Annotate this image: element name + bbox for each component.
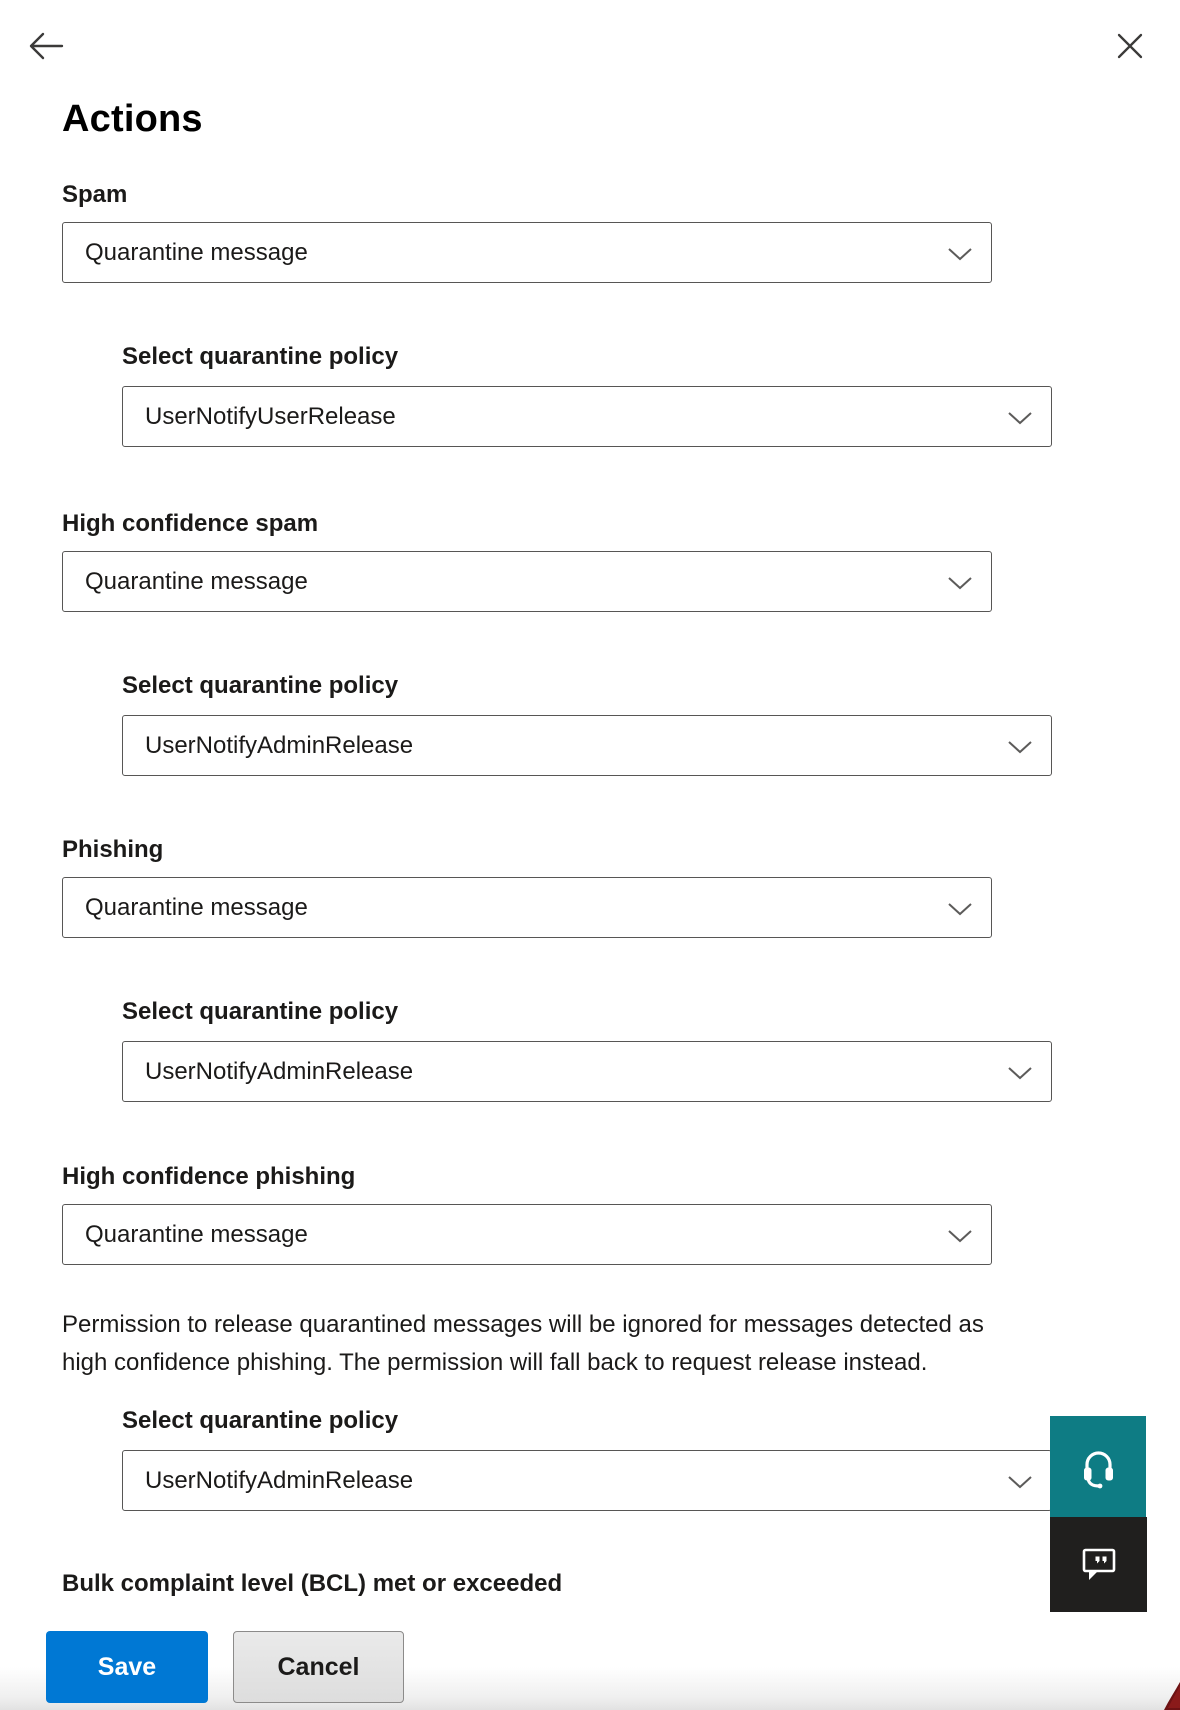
chevron-down-icon [1007,1475,1033,1490]
policy-label-phishing: Select quarantine policy [122,998,399,1025]
back-button[interactable] [26,28,66,64]
close-button[interactable] [1115,31,1145,61]
high-confidence-spam-policy-value: UserNotifyAdminRelease [145,731,414,759]
phishing-policy-dropdown[interactable] [122,1041,1052,1102]
spam-policy-value: UserNotifyUserRelease [145,402,396,430]
high-confidence-phishing-policy-value: UserNotifyAdminRelease [145,1466,414,1494]
spam-action-dropdown[interactable] [62,222,992,283]
section-label-bulk-complaint-level: Bulk complaint level (BCL) met or exceeded [62,1570,563,1597]
chevron-down-icon [947,576,973,591]
spam-policy-dropdown[interactable] [122,386,1052,447]
left-arrow-icon [26,28,66,64]
save-button[interactable]: Save [46,1631,208,1703]
close-x-icon [1116,32,1144,60]
chevron-down-icon [1007,1066,1033,1081]
high-confidence-phishing-action-value: Quarantine message [85,1220,308,1248]
policy-label-high-confidence-spam: Select quarantine policy [122,672,399,699]
section-label-high-confidence-spam: High confidence spam [62,510,319,537]
phishing-policy-value: UserNotifyAdminRelease [145,1057,414,1085]
chat-bubble-icon [1076,1542,1122,1588]
page-title: Actions [62,98,203,140]
section-label-spam: Spam [62,181,128,208]
chevron-down-icon [1007,411,1033,426]
high-confidence-phishing-action-dropdown[interactable] [62,1204,992,1265]
section-label-phishing: Phishing [62,836,164,863]
high-confidence-phishing-policy-dropdown[interactable] [122,1450,1052,1511]
cancel-button[interactable]: Cancel [233,1631,404,1703]
high-confidence-spam-action-dropdown[interactable] [62,551,992,612]
chevron-down-icon [947,1229,973,1244]
phishing-action-value: Quarantine message [85,893,308,921]
note-line-1: Permission to release quarantined messages will be ignored for messages detected as [62,1311,984,1338]
high-confidence-spam-policy-dropdown[interactable] [122,715,1052,776]
headset-icon [1074,1443,1122,1491]
high-confidence-phishing-note [62,1306,1152,1382]
note-line-2: high confidence phishing. The permission will fall back to request release instead. [62,1349,928,1376]
high-confidence-spam-action-value: Quarantine message [85,567,308,595]
policy-label-spam: Select quarantine policy [122,343,399,370]
feedback-button[interactable] [1050,1517,1147,1612]
chevron-down-icon [1007,740,1033,755]
spam-action-value: Quarantine message [85,238,308,266]
chevron-down-icon [947,247,973,262]
chevron-down-icon [947,902,973,917]
red-wedge-decoration [1164,1682,1180,1710]
phishing-action-dropdown[interactable] [62,877,992,938]
policy-label-high-confidence-phishing: Select quarantine policy [122,1407,399,1434]
section-label-high-confidence-phishing: High confidence phishing [62,1163,356,1190]
footer-bar [0,1597,1180,1710]
help-button[interactable] [1050,1416,1146,1517]
